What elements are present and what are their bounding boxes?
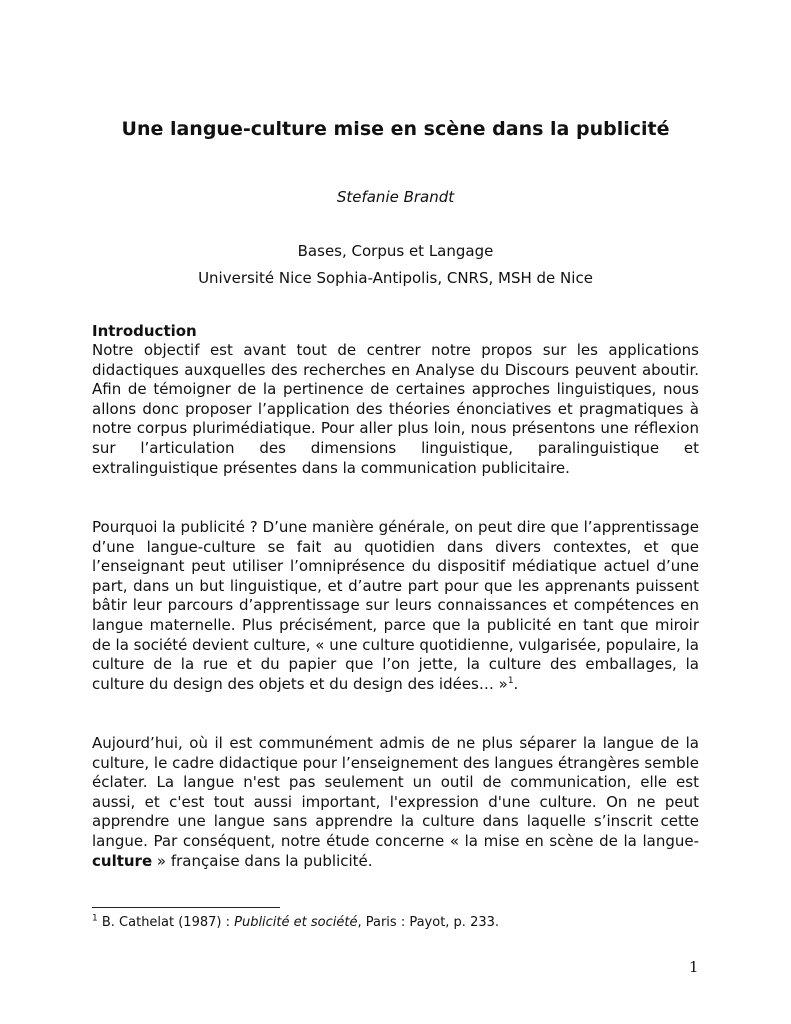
paragraph-2 [92,518,699,694]
affiliation-line-2: Université Nice Sophia-Antipolis, CNRS, MSH de Nice [198,269,593,287]
author-name: Stefanie Brandt [336,188,455,206]
paragraph-1: Notre objectif est avant tout de centrer notre propos sur les applications didactiques auxquelles des recherches en Analyse du Discours peuvent aboutir. Afin de témoigner de la pertinence de certaines approches linguistiques, nous allons donc proposer l’application des théories énonciatives et pragmatiques à notre corpus plurimédiatique. Pour aller plus loin, nous présentons une réflexion sur l’articulation des dimensions linguistique, paralinguistique et extralinguistique présentes dans la communication publicitaire. [92,341,699,477]
footnote-text-before: B. Cathelat (1987) : [97,915,235,930]
paragraph-3-end: » française dans la publicité. [152,851,373,870]
page-number: 1 [689,958,699,976]
footnote-reference[interactable]: 1 [507,675,514,686]
footnote [92,915,499,930]
footnote-text-after: , Paris : Payot, p. 233. [357,915,500,930]
paragraph-2-text: Pourquoi la publicité ? D’une manière générale, on peut dire que l’apprentissage d’une langue-culture se fait au quotidien dans divers contextes, et que l’enseignant peut utiliser l’omniprésence du dispositif médiatique actuel d’une part, dans un but linguistique, et d’autre part pour que les apprenants puissent bâtir leur parcours d’apprentissage sur leurs connaissances et compétences en langue maternelle. Plus précisément, parce que la publicité en tant que miroir de la société devient culture, « une culture quotidienne, vulgarisée, populaire, la culture de la rue et du papier que l’on jette, la culture des emballages, la culture du design des objets et du design des idées… » [92,518,699,693]
footnote-book-title: Publicité et société [234,915,358,930]
paragraph-3 [92,734,699,871]
paper-title: Une langue-culture mise en scène dans la publicité [121,118,670,140]
paragraph-3-text: Aujourd’hui, où il est communément admis de ne plus séparer la langue de la culture, le cadre didactique pour l’enseignement des langues étrangères semble éclater. La langue n'est pas seulement un outil de communication, elle est aussi, et c'est tout aussi important, l'expression d'une culture. On ne peut apprendre une langue sans apprendre la culture dans laquelle s’inscrit cette langue. Par conséquent, notre étude concerne « la mise en scène de la langue- [92,734,699,850]
affiliation-line-1: Bases, Corpus et Langage [297,242,494,260]
section-heading-introduction: Introduction [92,322,197,340]
paragraph-2-end: . [513,674,519,693]
paragraph-3-bold-word: culture [92,851,153,870]
footnote-divider [92,907,280,908]
footnote-number: 1 [92,913,98,924]
